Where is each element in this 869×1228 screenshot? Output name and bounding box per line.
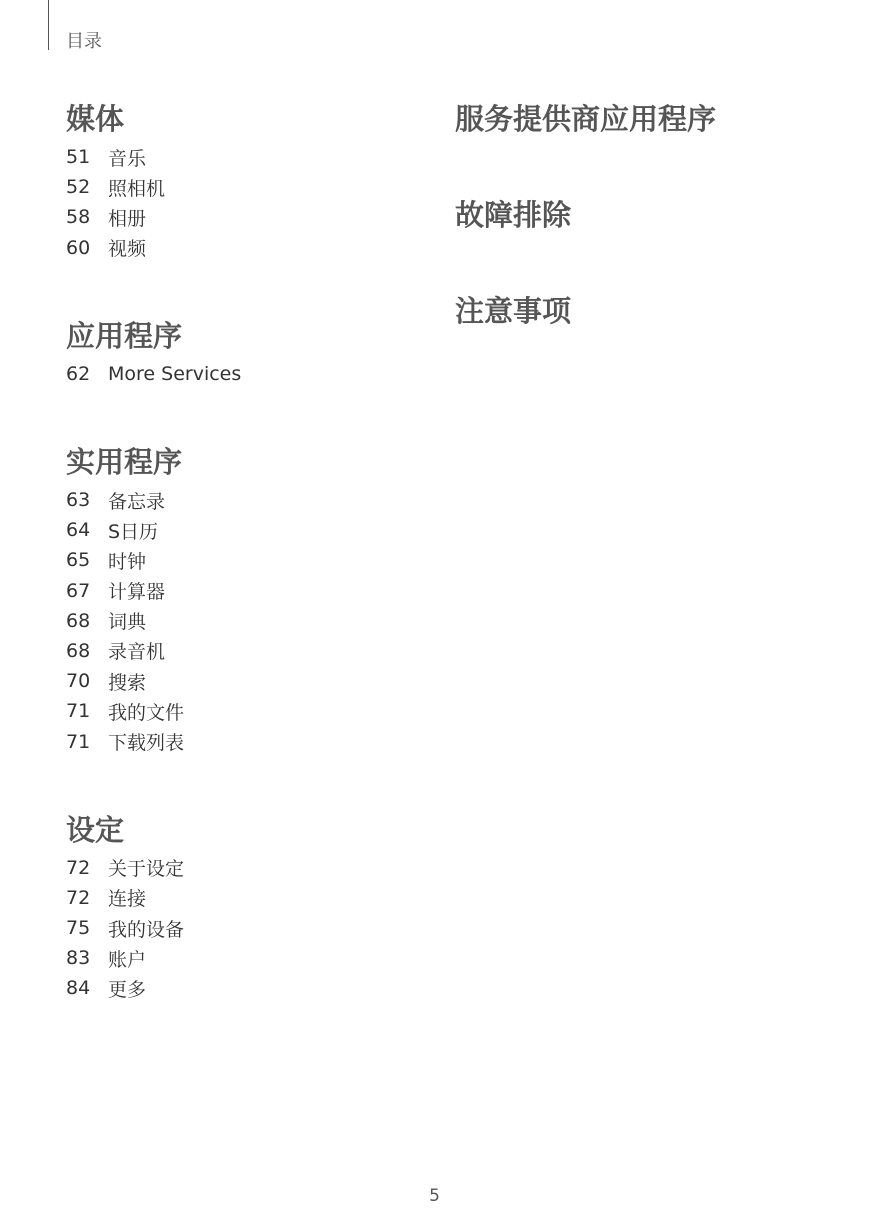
entry-title: 我的设备 xyxy=(108,918,185,941)
toc-entry[interactable] xyxy=(66,696,426,726)
entry-page-number: 52 xyxy=(66,176,91,199)
entry-list xyxy=(66,853,426,1004)
entry-title: 关于设定 xyxy=(108,858,185,881)
toc-entry[interactable] xyxy=(66,485,426,515)
section-title: 服务提供商应用程序 xyxy=(455,102,717,136)
toc-entry[interactable] xyxy=(66,233,426,263)
entry-title: 相册 xyxy=(108,207,147,230)
entry-page-number: 71 xyxy=(66,730,91,753)
entry-title: 账户 xyxy=(108,948,147,971)
entry-page-number: 68 xyxy=(66,639,91,662)
entry-title: 下载列表 xyxy=(108,732,185,755)
toc-entry[interactable] xyxy=(66,636,426,666)
entry-title: 照相机 xyxy=(108,177,166,200)
header-rule xyxy=(48,0,49,50)
entry-title: 备忘录 xyxy=(108,490,166,513)
entry-list xyxy=(66,142,426,263)
toc-entry[interactable] xyxy=(66,943,426,973)
section-title: 注意事项 xyxy=(455,294,572,328)
entry-page-number: 64 xyxy=(66,519,91,542)
toc-entry[interactable] xyxy=(66,142,426,172)
entry-title: 计算器 xyxy=(108,581,166,604)
entry-page-number: 83 xyxy=(66,947,91,970)
toc-entry[interactable] xyxy=(66,973,426,1003)
entry-page-number: 65 xyxy=(66,549,91,572)
toc-section-troubleshooting[interactable] xyxy=(455,196,835,234)
section-title: 故障排除 xyxy=(455,198,572,232)
entry-page-number: 71 xyxy=(66,700,91,723)
entry-page-number: 51 xyxy=(66,146,91,169)
toc-section-utilities xyxy=(66,443,426,757)
section-title: 实用程序 xyxy=(66,444,183,479)
entry-page-number: 67 xyxy=(66,579,91,602)
toc-entry[interactable] xyxy=(66,202,426,232)
toc-left-column xyxy=(66,100,426,1058)
entry-page-number: 72 xyxy=(66,886,91,909)
toc-entry[interactable] xyxy=(66,606,426,636)
entry-page-number: 70 xyxy=(66,670,91,693)
entry-title: 录音机 xyxy=(108,641,166,664)
section-title: 媒体 xyxy=(66,102,125,136)
toc-entry[interactable] xyxy=(66,545,426,575)
entry-page-number: 63 xyxy=(66,489,91,512)
toc-section-media xyxy=(66,100,426,263)
toc-section-precautions[interactable] xyxy=(455,292,835,330)
entry-page-number: 84 xyxy=(66,977,91,1000)
toc-entry[interactable] xyxy=(66,666,426,696)
entry-title: 搜索 xyxy=(108,671,147,694)
toc-entry[interactable] xyxy=(66,726,426,756)
entry-title: 时钟 xyxy=(108,550,147,573)
toc-section-settings xyxy=(66,811,426,1004)
entry-list xyxy=(66,485,426,757)
entry-page-number: 72 xyxy=(66,856,91,879)
toc-entry[interactable] xyxy=(66,359,426,389)
entry-list xyxy=(66,359,426,389)
section-title: 设定 xyxy=(66,812,125,847)
entry-page-number: 75 xyxy=(66,917,91,940)
entry-page-number: 68 xyxy=(66,609,91,632)
toc-section-apps xyxy=(66,317,426,389)
entry-title: S日历 xyxy=(108,520,159,543)
section-title: 应用程序 xyxy=(66,318,183,353)
entry-title: 视频 xyxy=(108,238,147,261)
toc-entry[interactable] xyxy=(66,576,426,606)
toc-entry[interactable] xyxy=(66,853,426,883)
page-number: 5 xyxy=(429,1186,440,1206)
entry-page-number: 58 xyxy=(66,206,91,229)
entry-title: 连接 xyxy=(108,888,147,911)
toc-entry[interactable] xyxy=(66,172,426,202)
header-title: 目录 xyxy=(66,31,102,52)
entry-page-number: 62 xyxy=(66,362,91,385)
toc-entry[interactable] xyxy=(66,883,426,913)
toc-entry[interactable] xyxy=(66,515,426,545)
toc-right-column xyxy=(455,100,835,388)
entry-title: 音乐 xyxy=(108,147,147,170)
entry-page-number: 60 xyxy=(66,236,91,259)
entry-title: 我的文件 xyxy=(108,701,185,724)
toc-section-provider-apps[interactable] xyxy=(455,100,835,138)
entry-title: 更多 xyxy=(108,978,147,1001)
entry-title: More Services xyxy=(108,362,242,385)
toc-entry[interactable] xyxy=(66,913,426,943)
entry-title: 词典 xyxy=(108,611,147,634)
